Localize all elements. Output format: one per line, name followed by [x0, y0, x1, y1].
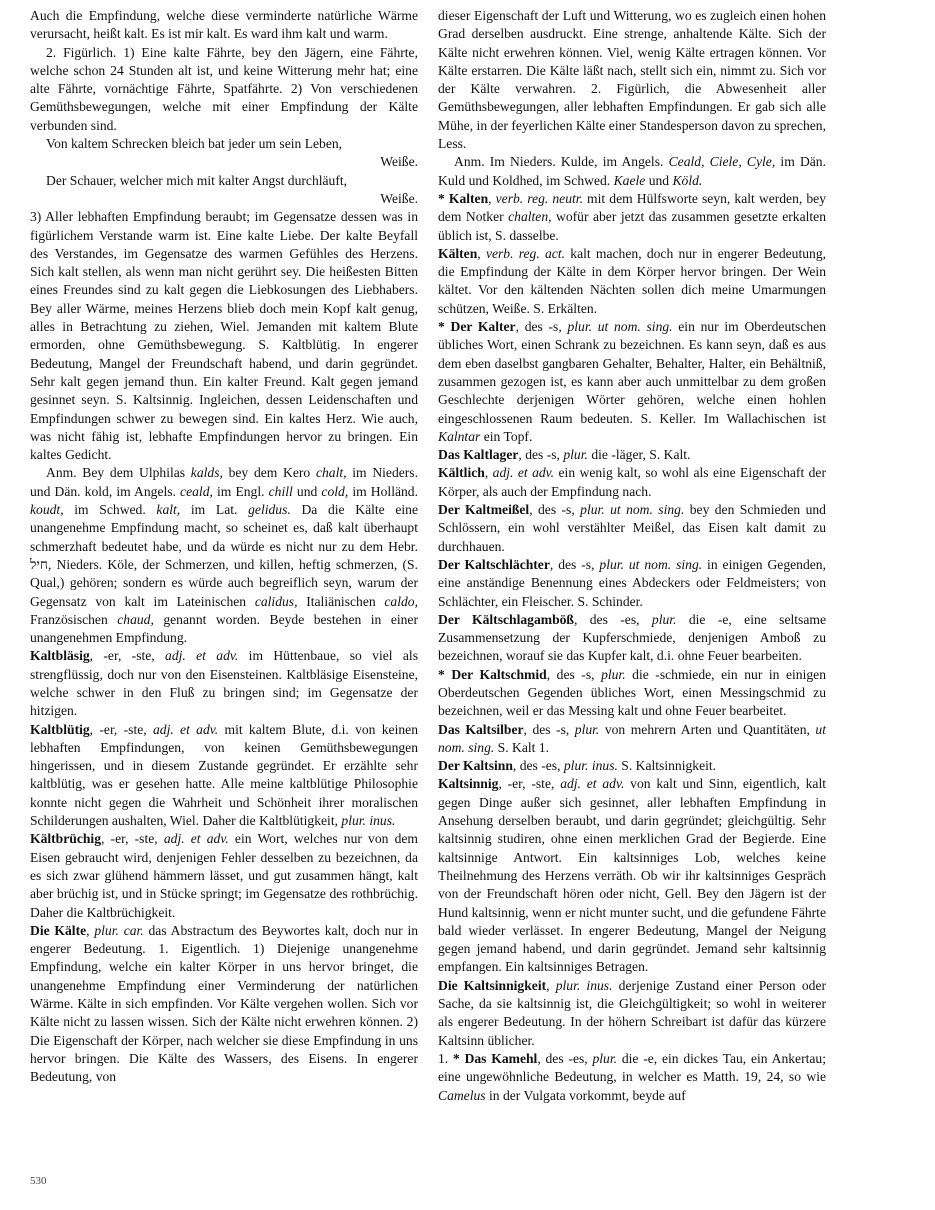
text-run: S. Kalt 1. — [494, 739, 550, 755]
entry-headword: Kältlich — [438, 465, 485, 481]
text-run: ein wenig kalt, so wohl als eine Eigenschaft der Körper, als auch der Empfindung nach. — [438, 465, 826, 499]
text-run: ein Wort, welches nur von dem Eisen gebraucht wird, denjenigen Fehler desselben zu bezeichnen, da es sich zwar glühend hämmern lässet, und gut zusammen hängt, kalt aber brüchig ist, und in Stücke springt; im Gegensatze des rothbrüchig. Daher die Kaltbrüchigkeit. — [30, 831, 418, 920]
text-run: im Engl. — [212, 483, 269, 499]
paragraph — [438, 501, 826, 556]
italic-text: verb. reg. act. — [485, 245, 566, 261]
text-run: im Lat. — [180, 502, 249, 518]
italic-text: plur. — [592, 1050, 618, 1066]
text-run: im Schwed. — [63, 502, 157, 518]
italic-text: verb. reg. neutr. — [495, 190, 583, 206]
text-run: , des -s, — [529, 502, 581, 518]
text-run: mit kaltem Blute, d.i. von keinen lebhaften Empfindungen, von keinen Gemüthsbewegungen hingerissen, und in diesem Zustande gegründet. Er erzählte sehr kaltblütig, was er gesehen hatte. Alle meine kaltblütige Philosophie konnte nicht gegen die Wahrheit und Schönheit ihrer moralischen Schilderungen aushalten, Wiel. Daher die Kaltblütigkeit, — [30, 721, 418, 829]
paragraph — [438, 446, 826, 464]
text-run: Anm. Im Nieders. Kulde, im Angels. — [454, 154, 669, 170]
text-run: die -e, eine seltsame Zusammensetzung der Kupferschmiede, denjenigen Amboß zu bezeichnen, worauf sie das Kupfer kalt, d.i. ohne Feuer bearbeiten. — [438, 611, 826, 664]
entry-headword: Das Kaltsilber — [438, 721, 524, 737]
text-run: Französischen — [30, 611, 118, 627]
italic-text: calidus, — [254, 593, 298, 609]
paragraph — [438, 318, 826, 446]
text-run: derjenige Zustand einer Person oder Sache, da sie kaltsinnig ist, die Gleichgültigkeit; so wohl in weiterer als engerer Bedeutung. In der höhern Schreibart ist dafür das kürzere Kaltsinn üblicher. — [438, 977, 827, 1048]
text-run: Anm. Bey dem Ulphilas — [46, 465, 191, 481]
paragraph — [438, 464, 826, 501]
text-run: , des -s, — [523, 721, 575, 737]
paragraph — [30, 44, 418, 135]
text-run: kalt machen, doch nur in engerer Bedeutung, die Empfindung der Kälte in dem Körper hervor bringen. Der Wein kältet. Vor den kältenden Nächten sollen dich meine Umarmungen schützen, Weiße. S. Erkälten. — [438, 245, 827, 316]
text-run: 1. — [438, 1050, 453, 1066]
text-run: im Dän. Kuld und Koldhed, im Schwed. — [438, 154, 826, 188]
text-run: , -er, -ste, — [89, 721, 153, 737]
text-run: S. Kaltsinnigkeit. — [617, 758, 717, 774]
entry-headword: * Der Kalter — [438, 319, 516, 335]
text-run: mit dem Hülfsworte seyn, kalt werden, bey dem Notker — [438, 190, 826, 225]
italic-text: Köld. — [672, 172, 703, 188]
entry-headword: Das Kaltlager — [438, 447, 519, 463]
text-run: , des -s, — [515, 319, 568, 335]
italic-text: adj. et adv. — [165, 648, 239, 664]
entry-headword: Der Kaltsinn — [438, 758, 513, 774]
italic-text: Kaele — [613, 172, 646, 188]
text-run: bey den Schmieden und Schlössern, ein wohl verstählter Meißel, das Eisen kalt damit zu durchhauen. — [438, 502, 826, 554]
paragraph — [30, 7, 418, 44]
paragraph — [30, 464, 418, 647]
italic-text: Camelus — [438, 1087, 486, 1103]
italic-text: ceald, — [180, 483, 213, 499]
entry-headword: Kaltbläsig — [30, 648, 90, 664]
right-column — [438, 7, 826, 1105]
paragraph — [438, 153, 826, 190]
text-run: in einigen Gegenden, eine anständige Benennung eines Abdeckers oder Feldmeisters; von Schlächter, ein Fleischer. S. Schinder. — [438, 556, 826, 609]
paragraph — [438, 757, 826, 775]
text-run: genannt worden. Beyde bestehen in einer unangenehmen Empfindung. — [30, 611, 418, 646]
paragraph — [30, 172, 418, 190]
italic-text: Kalntar — [438, 428, 481, 444]
paragraph — [438, 775, 826, 976]
text-run: die -läger, S. Kalt. — [587, 447, 691, 463]
paragraph — [30, 721, 418, 831]
italic-text: kalds, — [190, 465, 223, 481]
text-run: das Abstractum des Beywortes kalt, doch nur in engerer Bedeutung. 1. Eigentlich. 1) Diejenige unangenehme Empfindung, welche ein kalter Körper in uns hervor bringet, die unangenehme Empfindung einer Verminderung der natürlichen Wärme. Kälte in sich empfinden. Vor Kälte vergehen wollen. Sich vor Kälte nicht zu lassen wissen. Sich der Kälte nicht erwehren können. 2) Die Eigenschaft der Körper, nach welcher sie diese Empfindung in uns hervor bringen. Die Kälte des Wassers, des Eisens. In engerer Bedeutung, von — [30, 922, 419, 1085]
italic-text: plur. ut nom. sing. — [599, 556, 703, 572]
text-run: Von kaltem Schrecken bleich bat jeder um sein Leben, — [46, 136, 343, 152]
text-run: , — [477, 245, 486, 261]
text-run: Auch die Empfindung, welche diese verminderte natürliche Wärme verursacht, heißt kalt. Es ist mir kalt. Es ward ihm kalt und warm. — [30, 8, 418, 42]
paragraph — [30, 135, 418, 153]
entry-headword: Der Kaltmeißel — [438, 502, 530, 518]
text-run: ein Topf. — [480, 428, 533, 444]
italic-text: kalt, — [156, 502, 181, 518]
italic-text: cold, — [321, 483, 349, 499]
italic-text: plur. ut nom. sing. — [567, 319, 673, 335]
text-run: im Holländ. — [348, 483, 418, 499]
text-run: in der Vulgata vorkommt, beyde auf — [485, 1087, 686, 1103]
paragraph — [438, 666, 826, 721]
text-run: , — [86, 922, 95, 938]
italic-text: adj. et adv. — [152, 721, 219, 737]
text-run: von mehrern Arten und Quantitäten, — [599, 721, 816, 737]
entry-headword: Kälten — [438, 245, 478, 261]
paragraph — [438, 1050, 826, 1105]
italic-text: chaud, — [117, 611, 154, 627]
text-run: , des -s, — [518, 447, 564, 463]
text-run: Da die Kälte eine unangenehme Empfindung macht, so scheinet es, daß kalt überhaupt schmerzhaft bedeutet habe, und da würde es nicht nur zu dem Hebr. חיל, Nieders. Köle, der Schmerzen, und killen, heftig schmerzen, (S. Qual,) gehören; sondern es würde auch begreiflich seyn, warum der Gegensatz von kalt im Lateinischen — [30, 502, 419, 609]
paragraph — [438, 556, 826, 611]
entry-headword: Kaltsinnig — [438, 776, 499, 792]
italic-text: chalten, — [508, 209, 552, 225]
italic-text: adj. et adv. — [560, 776, 625, 792]
italic-text: plur. ut nom. sing. — [580, 502, 685, 518]
text-run: von kalt und Sinn, eigentlich, kalt gegen Dinge außer sich gesinnet, aller lebhaften Empfindung in Ansehung derselben beraubt, und darin gegründet; gleichgültig. Sehr kaltsinnig studiren, ohne einen merklichen Grad der Begierde. Eine kaltsinnige Antwort. Ein kaltsinniges Lob, welches keine Theilnehmung des Herzens verräth. Ob wir ihr kaltsinniges Gespräch von der Freundschaft hören oder nicht, Gell. Bey den Jägern ist der Hund kaltsinnig, wenn er nicht munter sucht, und die gefundene Fährte bald wieder verlässet. In engerer Bedeutung, Mangel der Neigung gegen jemand habend, und darin gegründet. Jemand sehr kaltsinnig empfangen. Ein kaltsinniges Betragen. — [438, 776, 826, 975]
italic-text: koudt, — [30, 502, 64, 518]
paragraph — [30, 190, 418, 208]
paragraph — [438, 977, 826, 1050]
entry-headword: Der Kaltschlächter — [438, 556, 550, 572]
entry-headword: Kaltblütig — [30, 721, 90, 737]
text-run: dieser Eigenschaft der Luft und Witterung, wo es zugleich einen hohen Grad derselben ausdruckt. Eine strenge, anhaltende Kälte. Sich der Kälte nicht erwehren können. Viel, wenig Kälte ertragen können. Vor Kälte erstarren. Die Kälte läßt nach, stellt sich ein, nimmt zu. Sich vor der Kälte verwahren. 2. Figürlich, die Abwesenheit aller Gemüthsbewegungen, aller lebhaften Empfindungen. Er gab sich alle Mühe, in der feyerlichen Kälte einer Standesperson davon zu sprechen, Less. — [438, 8, 826, 152]
italic-text: plur. — [574, 721, 600, 737]
paragraph — [438, 7, 826, 153]
text-run: , — [484, 465, 493, 481]
text-run: 3) Aller lebhaften Empfindung beraubt; im Gegensatze dessen was in figürlichem Verstande warm ist. Eine kalte Liebe. Der kalte Beyfall des Verstandes, im Gegensatze des warmen Gefühles des Herzens. Sich kalt stellen, als wenn man nicht gerührt sey. Die heißesten Bitten eines Freundes sind zu kalt gegen die Liebkosungen des Liebhabers. Bey aller Wärme, meines Herzens blieb doch mein Kopf kalt genug, alles in Betrachtung zu ziehen, Wiel. Jemanden mit kaltem Blute ermorden, ohne Gemüthsbewegung. S. Kaltblütig. In engerer Bedeutung, Mangel der Freundschaft habend, und darin gegründet. Sehr kalt gegen jemand thun. Ein kalter Freund. Kalt gegen jemand gesinnet seyn. S. Kaltsinnig. Ingleichen, dessen Leidenschaften und Empfindungen schwer zu bewegen sind. Ein kaltes Herz. Wie auch, was nicht fähig ist, lebhafte Empfindungen hervor zu bringen. Ein kaltes Gedicht. — [30, 209, 418, 463]
italic-text: plur. — [601, 666, 626, 682]
entry-headword: * Das Kamehl — [452, 1050, 538, 1066]
italic-text: plur. — [651, 611, 677, 627]
text-run: , des -es, — [573, 611, 652, 627]
entry-headword: Der Kältschlagamböß — [438, 611, 574, 627]
text-run: , -er, -ste, — [101, 831, 164, 847]
italic-text: plur. inus. — [341, 813, 396, 829]
text-run: im Hüttenbaue, so viel als strengflüssig, doch nur von den Eisensteinen. Kaltbläsige Eisensteine, welche schwer in den Fluß zu bringen sind; im Gegensatze der hitzigen. — [30, 648, 418, 719]
text-run: und — [292, 483, 322, 499]
text-run: , -er, -ste, — [498, 776, 561, 792]
left-column — [30, 7, 418, 1087]
italic-text: plur. car. — [94, 922, 144, 938]
text-run: bey dem Kero — [222, 465, 316, 481]
italic-text: plur. — [563, 447, 588, 463]
italic-text: adj. et adv. — [163, 831, 229, 847]
paragraph — [438, 721, 826, 758]
entry-headword: Kältbrüchig — [30, 831, 101, 847]
text-run: , des -es, — [512, 758, 564, 774]
paragraph — [438, 245, 826, 318]
text-run: Weiße. — [380, 190, 418, 206]
text-run: Der Schauer, welcher mich mit kalter Angst durchläuft, — [46, 172, 348, 188]
text-run: , des -es, — [537, 1050, 593, 1066]
entry-headword: Die Kälte — [30, 922, 87, 938]
text-run: die -schmiede, ein nur in einigen Oberdeutschen Gegenden übliches Wort, einen Messingschmid zu bezeichnen, weil er das Messing kalt und ohne Feuer bearbeitet. — [438, 666, 826, 719]
text-run: im Nieders. und Dän. kold, im Angels. — [30, 465, 418, 499]
text-run: ein nur im Oberdeutschen übliches Wort, einen Schrank zu bezeichnen. Es kann seyn, daß es aus dem eben daselbst gangbaren Gehalter, Behalter, Halter, ein Behältniß, zusammen gezogen ist, es kann aber auch unmittelbar zu dem großen Geschlechte derjenigen Wörter gehören, welche einen hohlen eingeschlossenen Raum bedeuten. S. Keller. Im Wallachischen ist — [438, 319, 826, 426]
italic-text: chalt, — [315, 465, 347, 481]
text-run: , — [488, 190, 496, 206]
paragraph — [30, 922, 418, 1087]
paragraph — [438, 190, 826, 245]
text-run: 2. Figürlich. 1) Eine kalte Fährte, bey den Jägern, eine Fährte, welche schon 24 Stunden alt ist, und keine Witterung mehr hat; eine alte Fährte, vornächtige Fährte, Spatfährte. 2) Von verschiedenen Gemüthsbewegungen, welche mit einer Empfindung der Kälte verbunden sind. — [30, 44, 418, 133]
paragraph — [30, 647, 418, 720]
paragraph — [438, 611, 826, 666]
page-number: 530 — [30, 1175, 47, 1187]
text-run: wofür aber jetzt das zusammen gesetzte erkalten üblich ist, S. dasselbe. — [438, 209, 826, 243]
italic-text: ut nom. sing. — [438, 721, 826, 755]
entry-headword: * Der Kaltschmid — [438, 666, 547, 682]
text-run: , des -s, — [549, 556, 600, 572]
italic-text: Ceald, Ciele, Cyle, — [668, 154, 776, 170]
text-run: die -e, ein dickes Tau, ein Ankertau; eine ungewöhnliche Bedeutung, in welcher es Matth. 19, 24, so wie — [438, 1050, 826, 1085]
italic-text: adj. et adv. — [492, 465, 555, 481]
entry-headword: * Kalten — [438, 190, 489, 206]
italic-text: plur. inus. — [555, 977, 613, 993]
italic-text: gelidus. — [248, 502, 291, 518]
paragraph — [30, 153, 418, 171]
italic-text: chill — [268, 483, 293, 499]
text-run: , des -s, — [546, 666, 602, 682]
text-run: , -er, -ste, — [89, 648, 166, 664]
italic-text: caldo, — [384, 593, 418, 609]
paragraph — [30, 208, 418, 464]
text-run: Italiänischen — [297, 593, 385, 609]
text-run: Weiße. — [380, 154, 418, 170]
text-run: , — [546, 977, 556, 993]
entry-headword: Die Kaltsinnigkeit — [438, 977, 547, 993]
paragraph — [30, 830, 418, 921]
italic-text: plur. inus. — [563, 758, 618, 774]
text-run: und — [645, 172, 673, 188]
